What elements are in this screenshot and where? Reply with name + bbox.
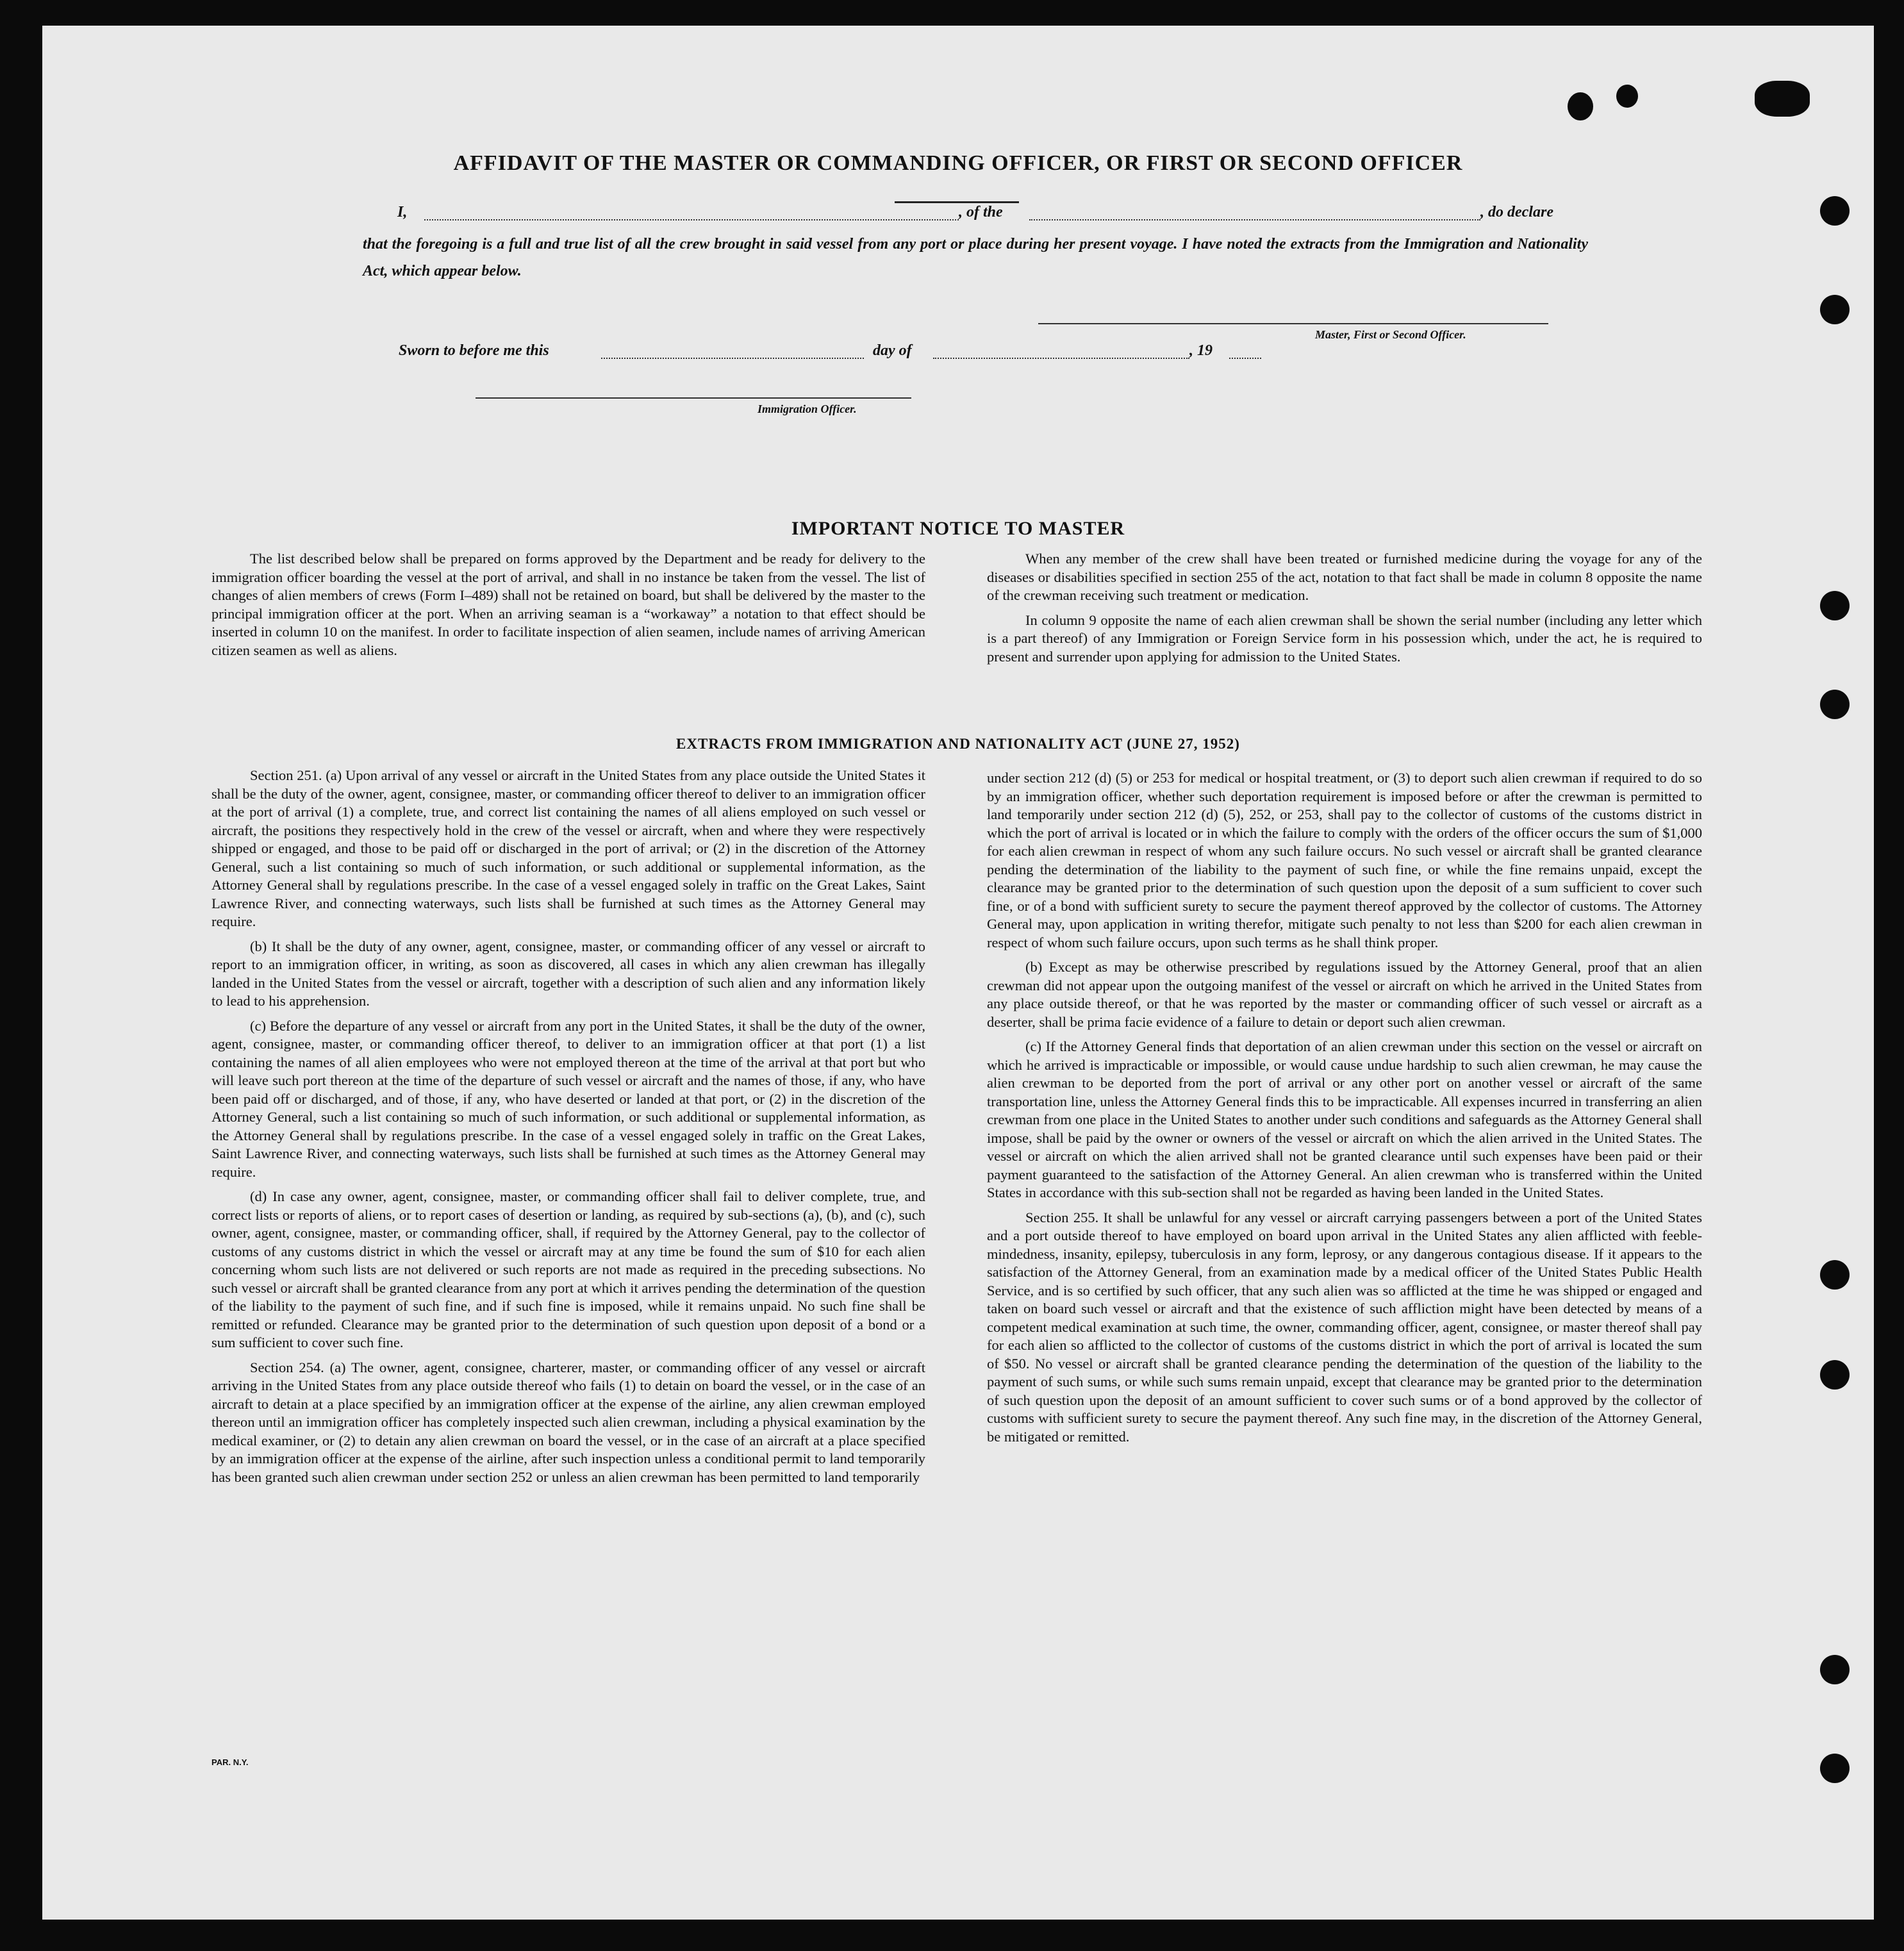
publisher-mark: PAR. N.Y. bbox=[211, 1757, 249, 1767]
affidavit-statement: that the foregoing is a full and true list of all the crew brought in said vessel from any port or place during her present voyage. I have noted the extracts from the Immigration and Nationality Act, which appear below. bbox=[363, 236, 1588, 279]
extract-paragraph: Section 255. It shall be unlawful for any vessel or aircraft carrying passengers between a port of the United States and a port outside thereof to have employed on board upon arrival in the United States any alien afflicted with feeble-mindedness, insanity, epilepsy, tuberculosis in any form, leprosy, or any dangerous contagious disease. If it appears to the satisfaction of the Attorney General, from an examination made by a medical officer of the United States Public Health Service, and is so certified by such officer, that any such alien was so afflicted at the time he was shipped or engaged and taken on board such vessel or aircraft and that the existence of such affliction might have been detected by means of a competent medical examination at such time, the owner, commanding officer, agent, consignee, or master thereof shall pay for each alien so afflicted to the collector of customs of the customs district in which the port of arrival is located the sum of $50. No vessel or aircraft shall be granted clearance pending the determination of the question of the liability to the payment of such sums, or while such sums remain unpaid, except that clearance may be granted prior to the determination of such question upon the deposit of an amount sufficient to cover such sums or of a bond approved by the collector of customs with sufficient surety to secure the payment thereof. Any such fine may, in the discretion of the Attorney General, be mitigated or remitted. bbox=[987, 1209, 1702, 1445]
notice-right-column bbox=[987, 550, 1702, 672]
ink-blot bbox=[1755, 81, 1810, 117]
vessel-blank[interactable] bbox=[1029, 219, 1480, 220]
year-label: , 19 bbox=[1189, 342, 1213, 359]
extract-paragraph: (c) If the Attorney General finds that deportation of an alien crewman under this section on the vessel or aircraft on which he arrived is impracticable or impossible, or would cause undue hardship to such alien crewman, he may cause the alien crewman to be deported from the port of arrival or any other port on another vessel or aircraft of the same transportation line, unless the Attorney General finds this to be impracticable. All expenses incurred in transferring an alien crewman from one place in the United States to another under such conditions and safeguards as the Attorney General shall impose, shall be paid by the owner or owners of the vessel or aircraft on which the alien arrived in the United States. The vessel or aircraft on which the alien arrived shall not be granted clearance until such expenses have been paid or their payment guaranteed to the satisfaction of the Attorney General. An alien crewman who is transferred within the United States in accordance with this sub-section shall not be regarded as having been landed in the United States. bbox=[987, 1038, 1702, 1200]
sworn-label: Sworn to before me this bbox=[399, 342, 549, 359]
punch-hole bbox=[1820, 690, 1850, 719]
ink-blot bbox=[1616, 85, 1638, 108]
affidavit-do-declare: , do declare bbox=[1480, 204, 1553, 220]
extract-paragraph: under section 212 (d) (5) or 253 for medical or hospital treatment, or (3) to deport such alien crewman if required to do so by an immigration officer, whether such deportation requirement is imposed before or after the crewman is permitted to land temporarily under section 212 (d) (5), 252, or 253, shall pay to the collector of customs of the customs district in which the port of arrival is located or in which the failure to comply with the orders of the officer occurs the sum of $1,000 for each alien crewman in respect of whom any such failure occurs. No such vessel or aircraft shall be granted clearance pending the determination of the liability to the payment of such fine, or while the fine remains unpaid, except the clearance may be granted prior to the determination of such question upon the deposit of a sum sufficient to cover such fine, or of a bond with sufficient surety to secure the payment thereof approved by the collector of customs. The Attorney General may, upon application in writing therefor, mitigate such penalty to not less than $200 for each alien crewman in respect of whom such failure occurs, upon such terms as he shall think proper. bbox=[987, 770, 1702, 951]
punch-hole bbox=[1820, 1360, 1850, 1390]
ink-blot bbox=[1568, 92, 1593, 120]
extract-paragraph: (d) In case any owner, agent, consignee, master, or commanding officer shall fail to deliver complete, true, and correct lists or reports of aliens, or to report cases of desertion or landing, as required by sub-sections (a), (b), and (c), such owner, agent, consignee, master, or commanding officer, shall, if required by the Attorney General, pay to the collector of customs of any customs district in which the vessel or aircraft may at any time be found the sum of $10 for each alien concerning whom such lists are not delivered or such reports are not made as required in the preceding subsections. No such vessel or aircraft shall be granted clearance from any port at which it arrives pending the determination of the question of the liability to the payment of such fine, and if such fine is imposed, while it remains unpaid. No such fine shall be remitted or refunded. Clearance may be granted prior to the determination of such question upon deposit of a bond or a sum sufficient to cover such fine. bbox=[211, 1188, 925, 1350]
month-blank[interactable] bbox=[933, 358, 1189, 359]
extract-paragraph: Section 254. (a) The owner, agent, consignee, charterer, master, or commanding officer of any vessel or aircraft arriving in the United States from any place outside thereof who fails (1) to detain on board the vessel, or in the case of an aircraft to detain at a place specified by an immigration officer at the expense of the airline, any alien crewman employed thereon until an immigration officer has completely inspected such alien crewman, including a physical examination by the medical examiner, or (2) to detain any alien crewman on board the vessel, or in the case of an aircraft at a place specified by an immigration officer at the expense of the airline, after such inspection unless a conditional permit to land temporarily has been granted such alien crewman under section 252 or unless an alien crewman has been permitted to land temporarily bbox=[211, 1359, 925, 1485]
year-blank[interactable] bbox=[1229, 358, 1261, 359]
immigration-officer-label: Immigration Officer. bbox=[757, 403, 857, 415]
extract-paragraph: (b) Except as may be otherwise prescribed by regulations issued by the Attorney General, proof that an alien crewman did not appear upon the outgoing manifest of the vessel or aircraft on which he arrived in the United States from any place outside thereof, or that he was reported by the master or commanding officer of such vessel or aircraft as a deserter, shall be prima facie evidence of a failure to detain or deport such alien crewman. bbox=[987, 959, 1702, 1030]
affidavit-i: I, bbox=[397, 204, 408, 220]
title-rule bbox=[895, 201, 1019, 203]
extracts-left-column bbox=[211, 767, 925, 1493]
extracts-title: EXTRACTS FROM IMMIGRATION AND NATIONALITY ACT (JUNE 27, 1952) bbox=[676, 736, 1240, 752]
extract-paragraph: (b) It shall be the duty of any owner, agent, consignee, master, or commanding officer of any vessel or aircraft to report to an immigration officer, in writing, as soon as discovered, all cases in which any alien crewman has illegally landed in the United States from the vessel or aircraft, together with a description of such alien and any information likely to lead to his apprehension. bbox=[211, 938, 925, 1009]
punch-hole bbox=[1820, 1754, 1850, 1783]
master-signature-line[interactable] bbox=[1038, 323, 1548, 324]
notice-right-paragraph-2: In column 9 opposite the name of each alien crewman shall be shown the serial number (including any letter which is a part thereof) of any Immigration or Foreign Service form in his possession which, under the act, he is required to present and surrender upon applying for admission to the United States. bbox=[987, 611, 1702, 665]
sworn-day-blank[interactable] bbox=[601, 358, 864, 359]
day-of-label: day of bbox=[873, 342, 912, 359]
notice-left-column bbox=[211, 550, 925, 666]
punch-hole bbox=[1820, 295, 1850, 324]
notice-right-paragraph-1: When any member of the crew shall have been treated or furnished medicine during the voyage for any of the diseases or disabilities specified in section 255 of the act, notation to that fact shall be made in column 8 opposite the name of the crewman receiving such treatment or medication. bbox=[987, 551, 1702, 603]
extracts-right-column bbox=[987, 769, 1702, 1452]
name-blank[interactable] bbox=[424, 219, 959, 220]
extract-paragraph: Section 251. (a) Upon arrival of any vessel or aircraft in the United States from any place outside the United States it shall be the duty of the owner, agent, consignee, master, or commanding officer thereof to deliver to an immigration officer at the port of arrival (1) a complete, true, and correct list containing the names of all aliens employed on such vessel or aircraft, the positions they respectively hold in the crew of the vessel or aircraft, when and where they were respectively shipped or engaged, and those to be paid off or discharged in the port of arrival; or (2) in the discretion of the Attorney General, such a list containing so much of such information, or such additional or supplemental information, as the Attorney General shall by regulations prescribe. In the case of a vessel engaged solely in traffic on the Great Lakes, Saint Lawrence River, and connecting waterways, such lists shall be furnished at such times as the Attorney General may require. bbox=[211, 767, 925, 929]
notice-left-paragraph: The list described below shall be prepared on forms approved by the Department and be ready for delivery to the immigration officer boarding the vessel at the port of arrival, and shall in no instance be taken from the vessel. The list of changes of alien members of crews (Form I–489) shall not be retained on board, but shall be delivered by the master to the principal immigration officer at the port. When an arriving seaman is a “workaway” a notation to that effect should be inserted in column 10 on the manifest. In order to facilitate inspection of alien seamen, include names of arriving American citizen seamen as well as aliens. bbox=[211, 551, 925, 658]
punch-hole bbox=[1820, 1655, 1850, 1684]
affidavit-of-the: , of the bbox=[959, 204, 1003, 220]
extract-paragraph: (c) Before the departure of any vessel or aircraft from any port in the United States, it shall be the duty of the owner, agent, consignee, master, or commanding officer thereof, to deliver to an immigration officer at that port (1) a list containing the names of all alien employees who were not employed thereon at the time of the arrival at that port but who will leave such port thereon at the time of the departure of such vessel or aircraft and the names of those, if any, who have been paid off or discharged, and of those, if any, who have deserted or landed at that port, or (2) in the discretion of the Attorney General, such a list containing so much of such information, or such additional or supplemental information, as the Attorney General shall by regulations prescribe. In the case of a vessel engaged solely in traffic on the Great Lakes, Saint Lawrence River, and connecting waterways, such lists shall be furnished at such times as the Attorney General may require. bbox=[211, 1017, 925, 1180]
punch-hole bbox=[1820, 591, 1850, 620]
form-page bbox=[42, 26, 1874, 1920]
immigration-officer-line[interactable] bbox=[476, 397, 911, 399]
affidavit-title: AFFIDAVIT OF THE MASTER OR COMMANDING OFFICER, OR FIRST OR SECOND OFFICER bbox=[453, 151, 1463, 175]
master-label: Master, First or Second Officer. bbox=[1315, 328, 1466, 341]
punch-hole bbox=[1820, 196, 1850, 226]
notice-title: IMPORTANT NOTICE TO MASTER bbox=[791, 518, 1125, 539]
punch-hole bbox=[1820, 1260, 1850, 1290]
